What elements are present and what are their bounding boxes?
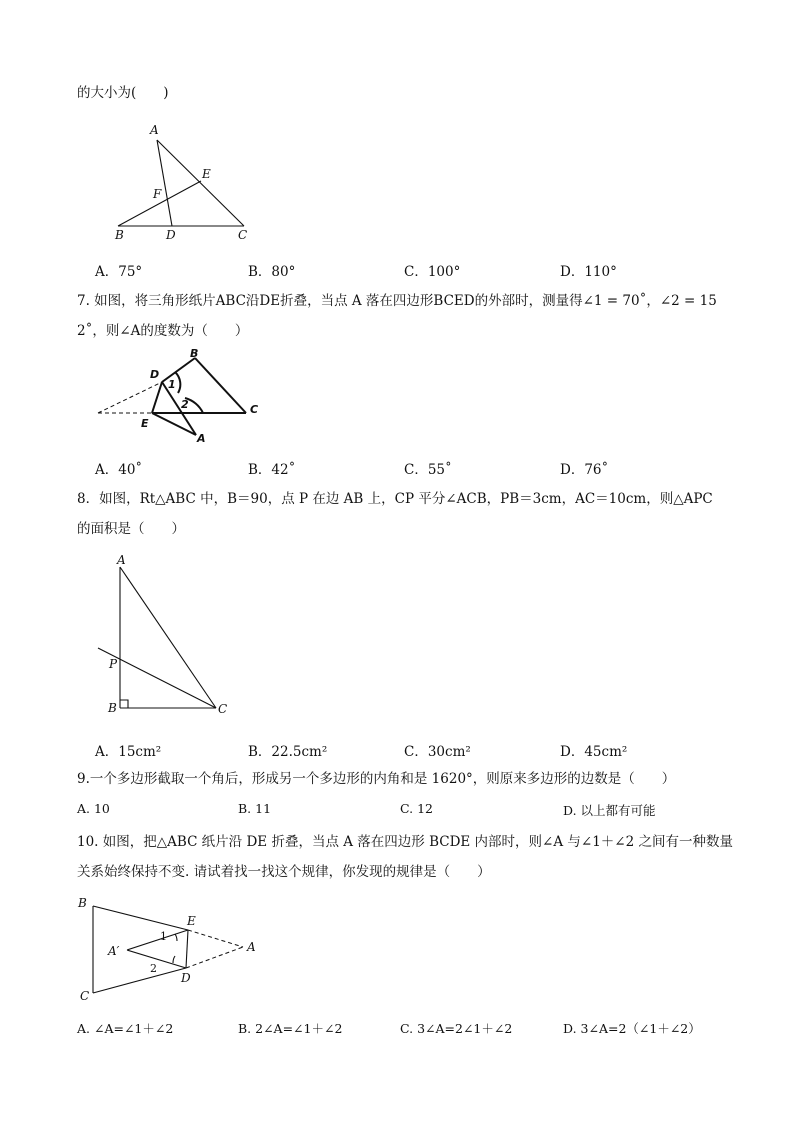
- q6-label-c: C: [238, 228, 248, 242]
- q8-label-a: A: [117, 553, 126, 567]
- q6-label-f: F: [153, 187, 162, 201]
- q7-option-d[interactable]: D．76˚: [560, 462, 609, 478]
- q7-label-b: B: [190, 347, 199, 360]
- q10-option-a[interactable]: A. ∠A=∠1＋∠2: [77, 1021, 174, 1036]
- q8-option-d[interactable]: D．45cm²: [560, 744, 628, 760]
- q6-option-a[interactable]: A．75°: [95, 264, 143, 280]
- q8-right-triangle-figure: [95, 550, 240, 720]
- q10-label-aprime: A′: [108, 944, 120, 958]
- q7-option-a[interactable]: A．40˚: [95, 462, 143, 478]
- q10-fold-figure: [75, 893, 270, 1008]
- q6-options: [95, 260, 735, 278]
- q10-label-a: A: [247, 940, 256, 954]
- q10-label-b: B: [78, 896, 87, 910]
- q7-fold-figure: [95, 345, 270, 445]
- q9-option-c[interactable]: C. 12: [400, 801, 433, 816]
- q8-options: [95, 740, 735, 758]
- q6-option-b[interactable]: B．80°: [248, 264, 296, 280]
- q10-question-line1: 10. 如图，把△ABC 纸片沿 DE 折叠，当点 A 落在四边形 BCDE 内部时，则∠A 与∠1＋∠2 之间有一种数量: [77, 834, 733, 850]
- q8-label-c: C: [218, 702, 228, 716]
- q7-question-line2: 2˚，则∠A的度数为（ ）: [77, 323, 249, 339]
- q7-label-c: C: [250, 403, 259, 416]
- q7-label-a: A: [197, 432, 206, 445]
- q8-label-b: B: [108, 701, 117, 715]
- q10-options: [77, 1019, 735, 1037]
- q7-options: [95, 458, 735, 476]
- q9-question-line1: 9.一个多边形截取一个角后，形成另一个多边形的内角和是 1620°，则原来多边形的边数是（ ）: [77, 771, 676, 787]
- q9-option-d[interactable]: D. 以上都有可能: [563, 803, 656, 818]
- q7-label-d: D: [150, 368, 160, 381]
- q6-label-d: D: [166, 228, 176, 242]
- q8-option-a[interactable]: A．15cm²: [95, 744, 162, 760]
- q7-label-1: 1: [168, 378, 176, 391]
- q8-option-c[interactable]: C．30cm²: [404, 744, 471, 760]
- q6-label-e: E: [202, 167, 211, 181]
- q8-option-b[interactable]: B．22.5cm²: [248, 744, 328, 760]
- q10-option-d[interactable]: D. 3∠A=2（∠1＋∠2）: [563, 1021, 701, 1036]
- q6-label-b: B: [115, 228, 124, 242]
- q10-label-1: 1: [160, 930, 167, 943]
- q7-option-b[interactable]: B．42˚: [248, 462, 296, 478]
- q10-label-d: D: [181, 971, 191, 985]
- q10-option-c[interactable]: C. 3∠A=2∠1＋∠2: [400, 1021, 513, 1036]
- q6-option-c[interactable]: C．100°: [404, 264, 461, 280]
- q10-label-c: C: [80, 989, 90, 1003]
- q10-label-e: E: [187, 914, 196, 928]
- q9-option-b[interactable]: B. 11: [238, 801, 272, 816]
- q9-option-a[interactable]: A. 10: [77, 801, 110, 816]
- q8-label-p: P: [109, 657, 118, 671]
- q8-question-line2: 的面积是（ ）: [77, 521, 185, 537]
- q6-triangle-figure: [110, 118, 260, 248]
- q6-option-d[interactable]: D．110°: [560, 264, 617, 280]
- q9-options: [77, 801, 735, 819]
- q10-label-2: 2: [150, 962, 157, 975]
- q7-option-c[interactable]: C．55˚: [404, 462, 452, 478]
- q7-question-line1: 7. 如图，将三角形纸片ABC沿DE折叠，当点 A 落在四边形BCED的外部时，测量得∠1 = 70˚，∠2 = 15: [77, 293, 717, 309]
- q6-label-a: A: [150, 123, 159, 137]
- q7-label-2: 2: [181, 398, 189, 411]
- q7-label-e: E: [141, 417, 149, 430]
- q10-question-line2: 关系始终保持不变. 请试着找一找这个规律，你发现的规律是（ ）: [77, 864, 491, 880]
- q6-question-tail: 的大小为( ): [77, 85, 169, 101]
- q10-option-b[interactable]: B. 2∠A=∠1＋∠2: [238, 1021, 343, 1036]
- q8-question-line1: 8．如图，Rt△ABC 中，B＝90，点 P 在边 AB 上，CP 平分∠ACB，PB＝3cm，AC＝10cm，则△APC: [77, 491, 713, 507]
